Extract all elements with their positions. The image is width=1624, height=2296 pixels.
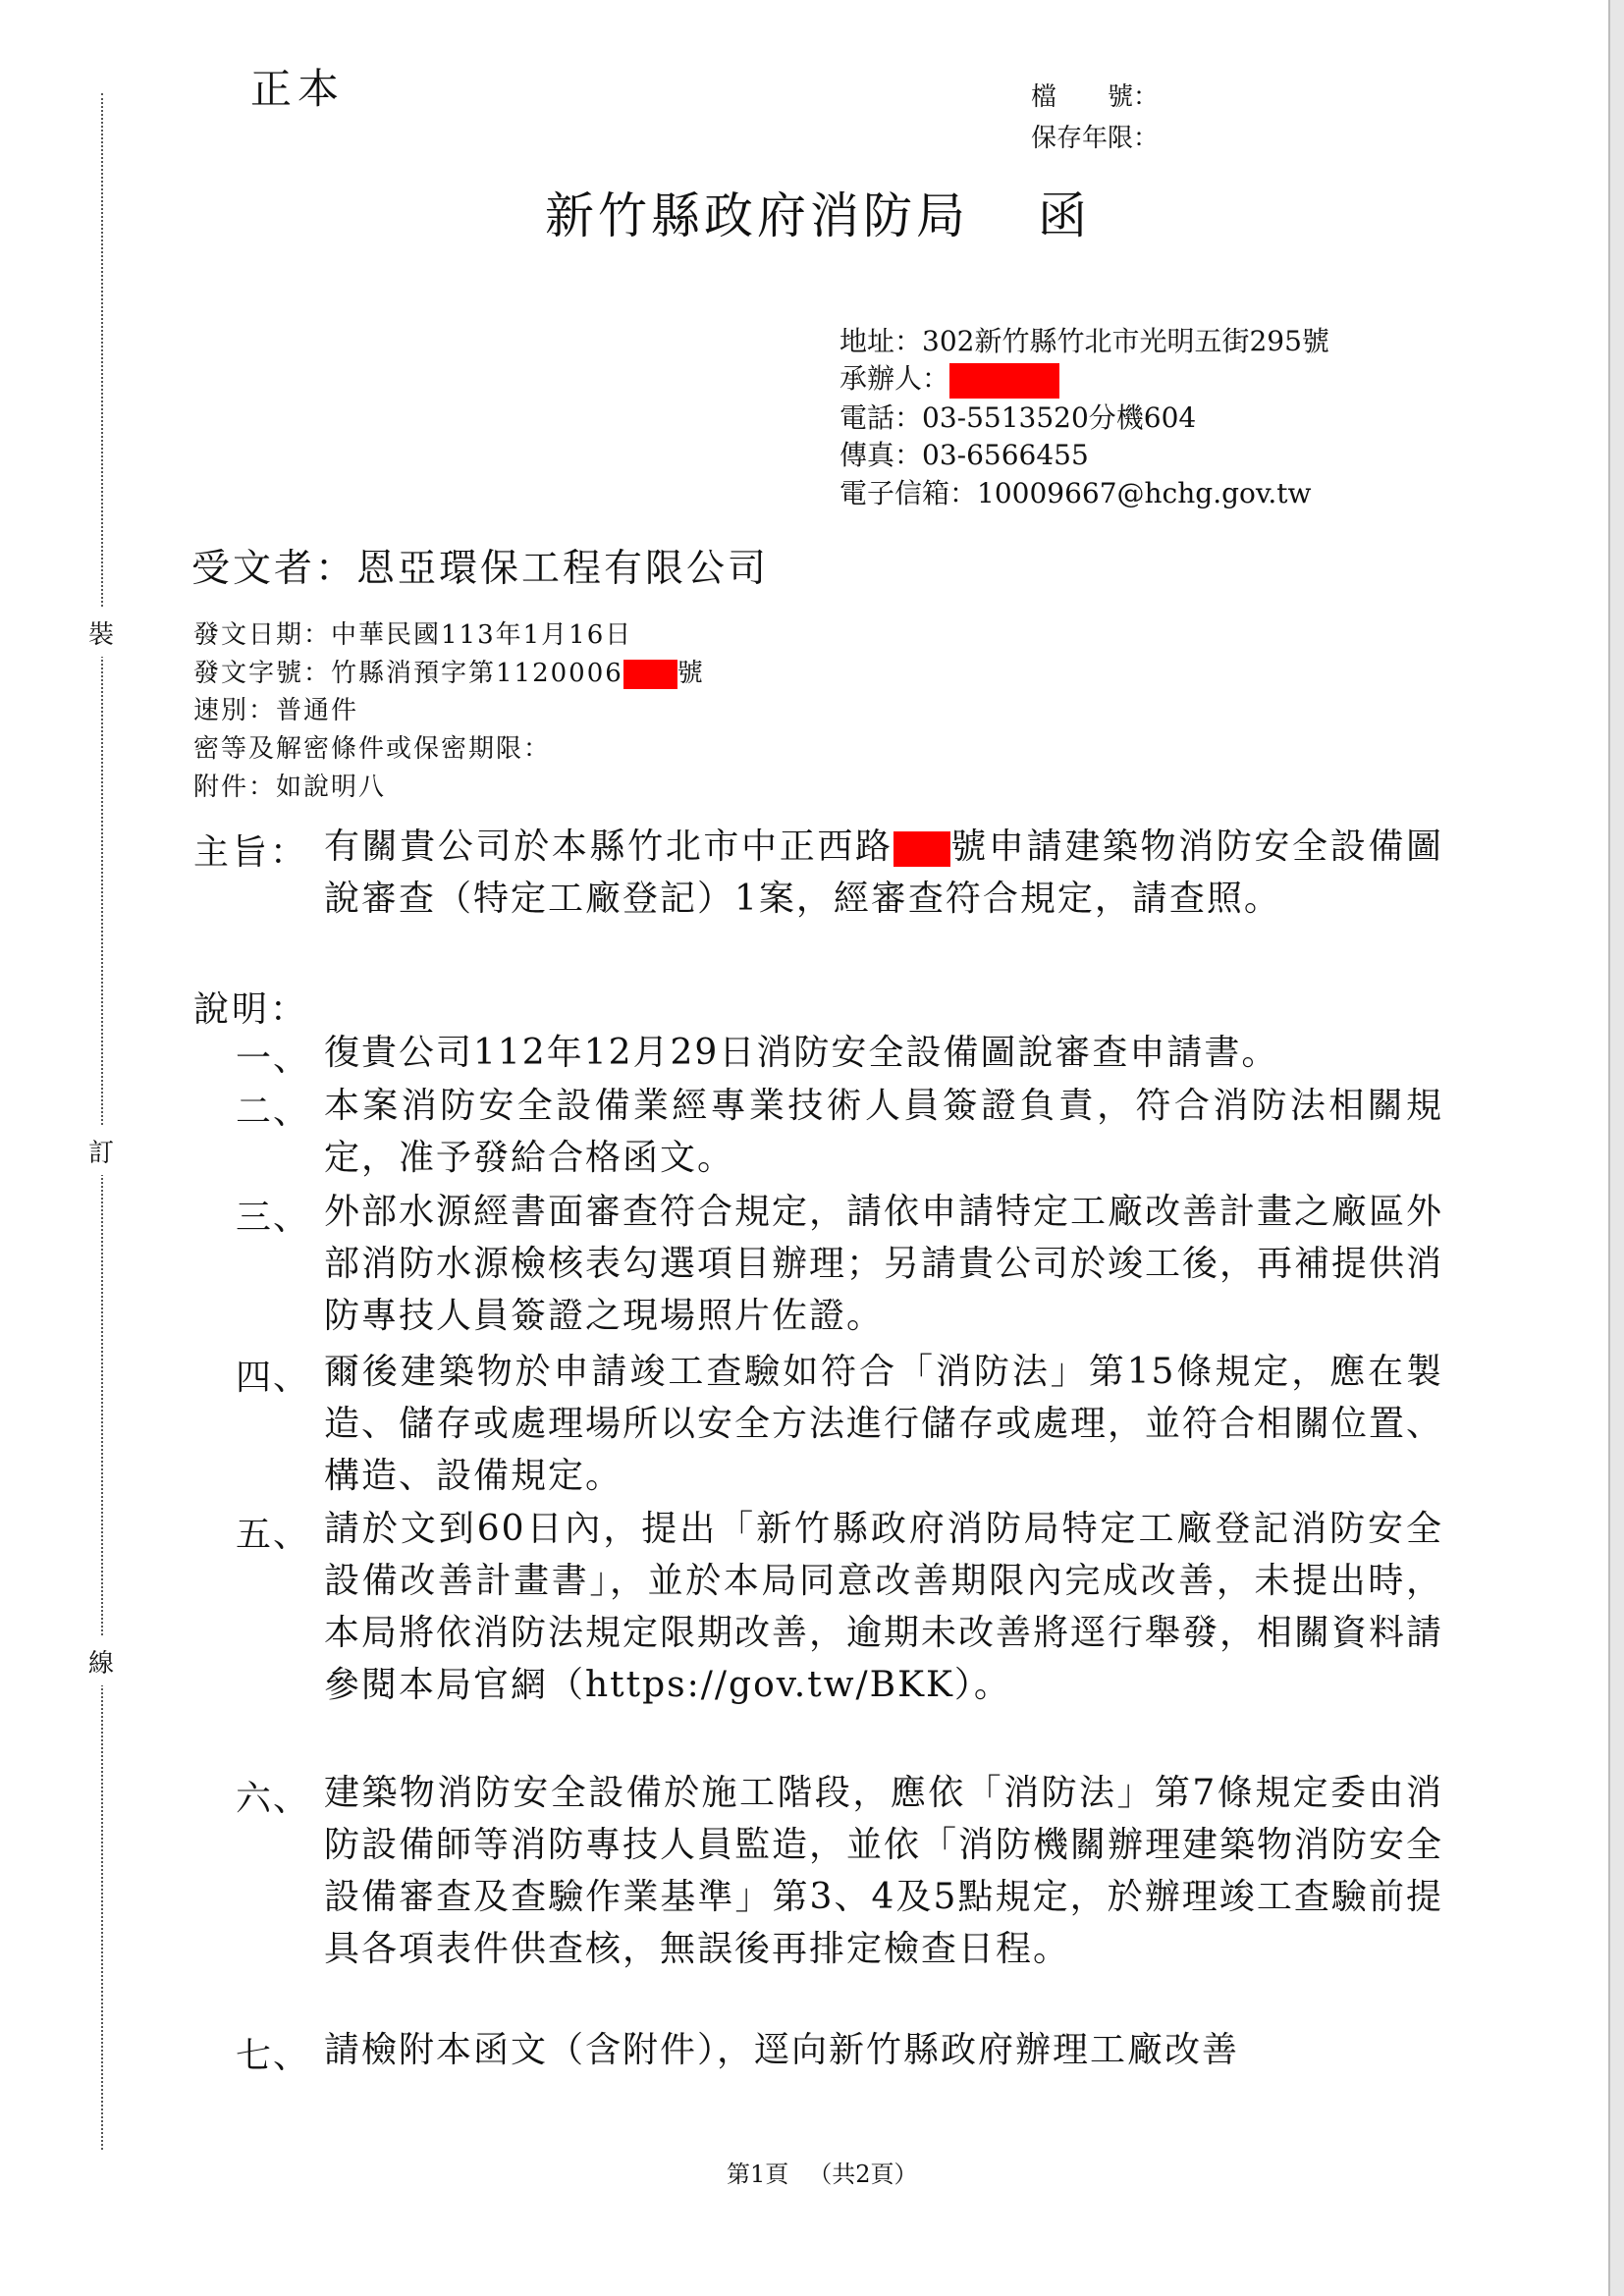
agency-name: 新竹縣政府消防局 <box>545 187 969 244</box>
item-number: 三、 <box>236 1198 311 1238</box>
doc-number-suffix: 號 <box>677 659 705 688</box>
binding-char-xian: 線 <box>88 1637 114 1685</box>
file-number-label: 檔 號： <box>1031 82 1160 112</box>
document-type: 函 <box>1038 187 1091 244</box>
page-number <box>727 2155 918 2189</box>
redaction-box <box>949 363 1059 399</box>
item-number: 七、 <box>236 2036 311 2076</box>
page-total: （共2頁） <box>808 2161 918 2188</box>
subject-label: 主旨： <box>193 832 309 873</box>
item-number: 四、 <box>236 1358 311 1398</box>
fax: 傳真：03-6566455 <box>839 439 1089 471</box>
subject-text <box>324 821 1443 925</box>
subject-part-2: 號申請建築物消防安全設備圖說審查（特定工廠登記）1案，經審查符合規定，請查照。 <box>324 827 1443 919</box>
item-number: 五、 <box>236 1515 311 1555</box>
item-text: 請檢附本函文（含附件），逕向新竹縣政府辦理工廠改善 <box>324 2030 1240 2070</box>
speed: 速別：普通件 <box>193 696 359 725</box>
redaction-box <box>893 831 950 867</box>
confidentiality: 密等及解密條件或保密期限： <box>193 734 552 764</box>
binding-char-zhuang: 裝 <box>88 609 114 657</box>
item-text: 爾後建築物於申請竣工查驗如符合「消防法」第15條規定，應在製造、儲存或處理場所以安全方法進行儲存或處理，並符合相關位置、構造、設備規定。 <box>324 1352 1444 1496</box>
address: 地址：302新竹縣竹北市光明五街295號 <box>839 325 1329 357</box>
retention-period-label: 保存年限： <box>1031 124 1160 153</box>
item-number: 一、 <box>236 1039 311 1079</box>
item-text: 外部水源經書面審查符合規定，請依申請特定工廠改善計畫之廠區外部消防水源檢核表勾選項目辦理；另請貴公司於竣工後，再補提供消防專技人員簽證之現場照片佐證。 <box>324 1192 1444 1336</box>
recipient: 受文者：恩亞環保工程有限公司 <box>191 547 770 591</box>
doc-number-prefix: 發文字號：竹縣消預字第1120006 <box>193 659 623 688</box>
page-edge <box>1608 0 1624 2296</box>
redaction-box <box>623 660 677 689</box>
attachment: 附件：如說明八 <box>193 773 387 802</box>
handler-label: 承辦人： <box>839 362 950 395</box>
binding-line <box>101 93 103 2150</box>
email: 電子信箱：10009667@hchg.gov.tw <box>839 477 1312 509</box>
item-number: 二、 <box>236 1092 311 1132</box>
page-current: 第1頁 <box>727 2161 789 2188</box>
binding-char-ding: 訂 <box>88 1127 114 1175</box>
item-text: 建築物消防安全設備於施工階段，應依「消防法」第7條規定委由消防設備師等消防專技人員監造，並依「消防機關辦理建築物消防安全設備審查及查驗作業基準」第3、4及5點規定，於辦理竣工查驗前提具各項表件供查核，無誤後再排定檢查日程。 <box>324 1773 1444 1969</box>
subject-part-1: 有關貴公司於本縣竹北市中正西路 <box>324 827 893 867</box>
item-text: 本案消防安全設備業經專業技術人員簽證負責，符合消防法相關規定，准予發給合格函文。 <box>324 1086 1443 1178</box>
doc-number <box>193 653 705 689</box>
issue-date: 發文日期：中華民國113年1月16日 <box>193 620 633 650</box>
handler-line <box>839 357 1059 399</box>
explanation-label: 說明： <box>193 989 309 1030</box>
phone: 電話：03-5513520分機604 <box>839 401 1197 434</box>
item-text: 請於文到60日內，提出「新竹縣政府消防局特定工廠登記消防安全設備改善計畫書」，並於本局同意改善期限內完成改善，未提出時，本局將依消防法規定限期改善，逾期未改善將逕行舉發，相關資料請參閱本局官網（https://gov.tw/BKK）。 <box>324 1509 1444 1705</box>
document-title <box>545 177 1091 247</box>
item-text: 復貴公司112年12月29日消防安全設備圖說審查申請書。 <box>324 1033 1279 1073</box>
item-number: 六、 <box>236 1779 311 1819</box>
copy-mark: 正本 <box>250 65 346 113</box>
